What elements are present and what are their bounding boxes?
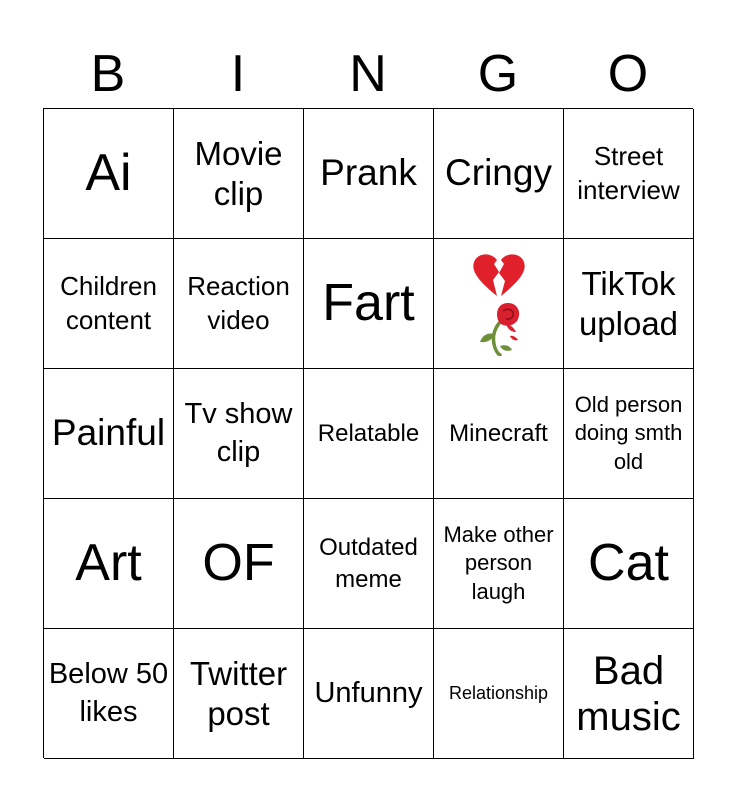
bingo-cell[interactable] — [564, 499, 694, 629]
bingo-board — [43, 108, 693, 758]
cell-label: Old person doing smth old — [574, 391, 683, 474]
cell-label: Tv show clip — [184, 397, 293, 468]
bingo-cell[interactable] — [174, 239, 304, 369]
cell-label: Outdated meme — [319, 534, 418, 593]
bingo-cell[interactable] — [174, 629, 304, 759]
header-letter-g: G — [477, 45, 519, 103]
cell-label: Children content — [60, 270, 157, 335]
cell-label: Painful — [51, 412, 166, 454]
cell-label: Minecraft — [449, 419, 548, 447]
bingo-cell[interactable] — [434, 499, 564, 629]
bingo-cell[interactable] — [434, 629, 564, 759]
cell-label: Make other person laugh — [443, 521, 554, 604]
cell-label: TikTok upload — [578, 264, 679, 342]
bingo-header — [43, 40, 693, 108]
cell-label: Relationship — [448, 682, 549, 703]
broken-heart-icon — [472, 252, 526, 298]
bingo-cell[interactable] — [44, 499, 174, 629]
cell-label: Fart — [322, 274, 415, 333]
cell-label: Twitter post — [189, 654, 288, 732]
bingo-cell[interactable] — [304, 109, 434, 239]
cell-label: Below 50 likes — [48, 657, 169, 728]
bingo-cell[interactable] — [304, 499, 434, 629]
cell-label: Ai — [85, 144, 132, 203]
bingo-cell[interactable] — [44, 629, 174, 759]
cell-label: Bad music — [576, 648, 681, 739]
bingo-cell[interactable] — [564, 239, 694, 369]
bingo-cell[interactable] — [304, 239, 434, 369]
bingo-cell[interactable] — [44, 239, 174, 369]
bingo-cell[interactable] — [564, 109, 694, 239]
bingo-cell[interactable] — [304, 369, 434, 499]
cell-label: Cringy — [445, 152, 552, 194]
cell-label: Reaction video — [187, 270, 290, 335]
cell-label: Movie clip — [194, 134, 283, 212]
bingo-cell[interactable] — [174, 109, 304, 239]
bingo-cell[interactable] — [434, 109, 564, 239]
emoji-stack — [472, 252, 526, 356]
cell-label: Unfunny — [314, 676, 423, 709]
header-letter-b: B — [90, 45, 126, 103]
header-letter-o: O — [607, 45, 649, 103]
bingo-cell[interactable] — [564, 629, 694, 759]
bingo-cell[interactable] — [44, 109, 174, 239]
cell-label: OF — [202, 534, 275, 593]
bingo-cell[interactable] — [44, 369, 174, 499]
cell-label: Relatable — [317, 419, 420, 447]
cell-label: Art — [75, 534, 142, 593]
cell-label: Street interview — [577, 140, 680, 205]
bingo-cell[interactable] — [174, 499, 304, 629]
bingo-cell-emoji[interactable] — [434, 239, 564, 369]
header-letter-i: I — [230, 45, 246, 103]
bingo-cell[interactable] — [304, 629, 434, 759]
wilted-rose-icon — [472, 300, 526, 356]
cell-label: Prank — [320, 152, 417, 194]
bingo-cell[interactable] — [174, 369, 304, 499]
header-letter-n: N — [349, 45, 387, 103]
bingo-cell[interactable] — [564, 369, 694, 499]
cell-label: Cat — [588, 534, 669, 593]
bingo-cell[interactable] — [434, 369, 564, 499]
